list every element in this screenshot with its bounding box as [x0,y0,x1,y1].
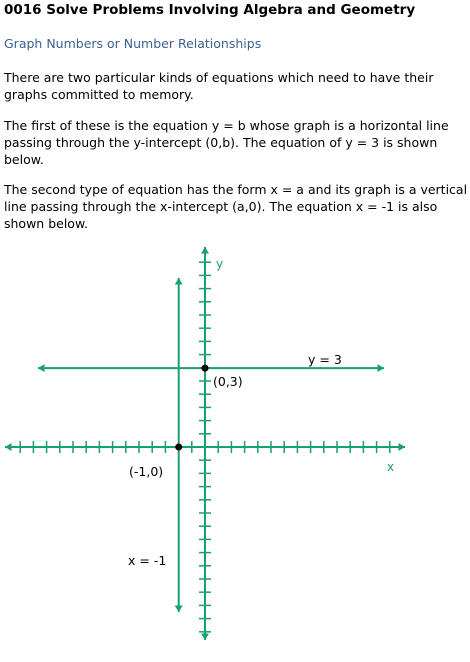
point-neg1-0-label: (-1,0) [129,464,164,479]
point-neg1-0 [175,444,182,451]
y-axis-arrow-down [201,634,209,641]
vertical-line-arrow-up [175,278,183,285]
y-axis-arrow-up [201,247,209,254]
point-0-3-label: (0,3) [213,374,243,389]
axes-group [5,247,405,640]
point-0-3 [202,365,209,372]
coordinate-graph [0,240,470,660]
vertical-line-label: x = -1 [128,553,167,568]
horizontal-line-label: y = 3 [308,352,342,367]
horizontal-line-arrow-left [38,364,45,372]
x-axis-arrow-left [5,443,12,451]
y-axis-label: y [216,257,224,271]
page-title: 0016 Solve Problems Involving Algebra and Geometry [4,2,416,18]
x-axis-label: x [387,460,395,474]
intro-paragraph: There are two particular kinds of equations which need to have their graphs committed to memory. [4,70,434,102]
vertical-line-arrow-down [175,606,183,613]
section-subtitle: Graph Numbers or Number Relationships [4,36,262,51]
horizontal-line-arrow-right [378,364,385,372]
x-axis-arrow-right [399,443,406,451]
horizontal-line-paragraph: The first of these is the equation y = b whose graph is a horizontal line passing through the y-intercept (0,b). The equation of y = 3 is shown below. [4,118,449,167]
vertical-line-paragraph: The second type of equation has the form x = a and its graph is a vertical line passing through the x-intercept (a,0). The equation x = -1 is also shown below. [4,182,468,231]
